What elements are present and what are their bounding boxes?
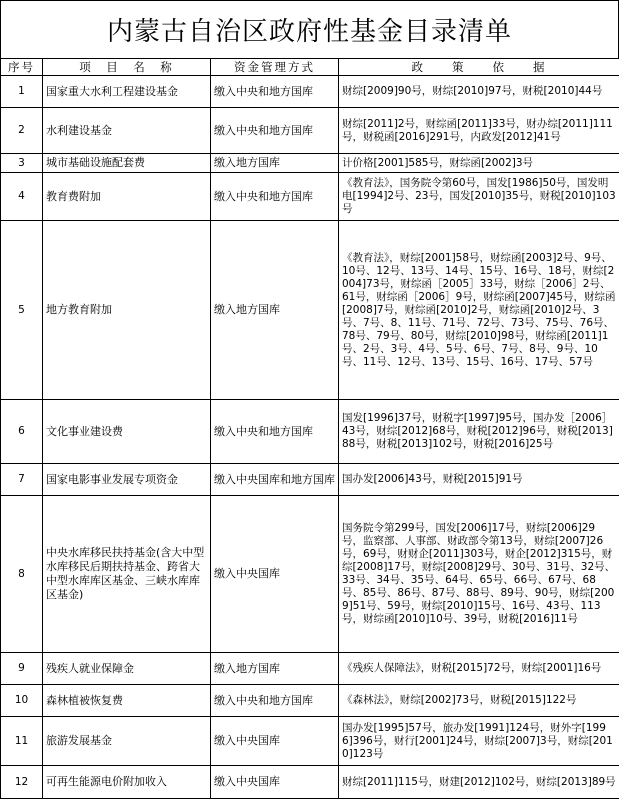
row-name: 中央水库移民扶持基金(含大中型水库移民后期扶持基金、跨省大中型水库库区基金、三峡水库库区基金) [43, 496, 211, 653]
fund-catalog-table [0, 58, 619, 799]
row-basis: 《残疾人保障法》，财税[2015]72号，财综[2001]16号 [339, 653, 619, 685]
table-row [1, 154, 619, 173]
row-no: 1 [1, 76, 43, 108]
table-row [1, 76, 619, 108]
header-row [1, 59, 619, 76]
header-mode: 资金管理方式 [211, 59, 339, 76]
row-mode: 缴入中央和地方国库 [211, 108, 339, 154]
header-basis: 政 策 依 据 [339, 59, 619, 76]
row-no: 4 [1, 173, 43, 221]
row-name: 国家重大水利工程建设基金 [43, 76, 211, 108]
row-basis: 财综[2011]2号，财综函[2011]33号，财办综[2011]111号，财税函[2016]291号，内政发[2012]41号 [339, 108, 619, 154]
row-mode: 缴入中央国库 [211, 717, 339, 766]
row-basis: 国办发[2006]43号，财税[2015]91号 [339, 464, 619, 496]
row-no: 5 [1, 221, 43, 400]
row-name: 水利建设基金 [43, 108, 211, 154]
row-basis: 国办发[1995]57号，旅办发[1991]124号，财外字[1996]396号，财行[2001]24号，财综[2007]3号，财综[2010]123号 [339, 717, 619, 766]
row-mode: 缴入地方国库 [211, 653, 339, 685]
row-basis: 《教育法》，国务院令第60号，国发[1986]50号，国发明电[1994]2号、23号，国发[2010]35号，财税[2010]103号 [339, 173, 619, 221]
row-mode: 缴入地方国库 [211, 221, 339, 400]
row-no: 6 [1, 400, 43, 464]
row-mode: 缴入中央和地方国库 [211, 400, 339, 464]
table-row [1, 108, 619, 154]
row-no: 3 [1, 154, 43, 173]
row-name: 国家电影事业发展专项资金 [43, 464, 211, 496]
row-mode: 缴入中央和地方国库 [211, 76, 339, 108]
row-no: 12 [1, 766, 43, 799]
row-basis: 《森林法》，财综[2002]73号，财税[2015]122号 [339, 685, 619, 717]
row-no: 9 [1, 653, 43, 685]
row-name: 教育费附加 [43, 173, 211, 221]
row-mode: 缴入中央国库和地方国库 [211, 464, 339, 496]
table-row [1, 221, 619, 400]
row-mode: 缴入中央国库 [211, 496, 339, 653]
table-row [1, 496, 619, 653]
row-name: 森林植被恢复费 [43, 685, 211, 717]
row-no: 7 [1, 464, 43, 496]
row-no: 11 [1, 717, 43, 766]
row-basis: 计价格[2001]585号，财综函[2002]3号 [339, 154, 619, 173]
row-name: 地方教育附加 [43, 221, 211, 400]
row-basis: 《教育法》，财综[2001]58号，财综函[2003]2号、9号、10号、12号、13号、14号、15号、16号、18号，财综[2004]73号，财综函［2005］33号，财综［2006］2号、61号，财综函［2006］9号，财综函[2007]45号，财综函[2008]7号，财综函[2010]2号，财综函[2010]2号、3号、7号、8、11号、71号、72号、73号、75号、76号、78号、79号、80号，财综[2010]98号，财综函[2011]1号、2号、3号、4号、5号、6号、7号、8号、9号、10号、11号、12号、13号、15号、16号、17号、57号 [339, 221, 619, 400]
table-row [1, 173, 619, 221]
row-name: 文化事业建设费 [43, 400, 211, 464]
row-name: 可再生能源电价附加收入 [43, 766, 211, 799]
header-no: 序号 [1, 59, 43, 76]
row-name: 城市基础设施配套费 [43, 154, 211, 173]
table-row [1, 685, 619, 717]
table-row [1, 766, 619, 799]
row-basis: 财综[2009]90号，财综[2010]97号，财税[2010]44号 [339, 76, 619, 108]
row-mode: 缴入中央国库 [211, 766, 339, 799]
row-mode: 缴入中央和地方国库 [211, 685, 339, 717]
document-title: 内蒙古自治区政府性基金目录清单 [0, 0, 619, 58]
row-no: 10 [1, 685, 43, 717]
row-no: 2 [1, 108, 43, 154]
row-mode: 缴入地方国库 [211, 154, 339, 173]
table-row [1, 400, 619, 464]
row-name: 残疾人就业保障金 [43, 653, 211, 685]
row-basis: 国务院令第299号，国发[2006]17号，财综[2006]29号，监察部、人事部、财政部令第13号，财综[2007]26号，69号，财财企[2011]303号，财企[2012]315号，财综[2008]17号，财综[2008]29号、30号、31号、32号、33号、34号、35号、64号、65号、66号、67号、68号、85号、86号、87号、88号、89号、90号，财综[2009]51号、59号，财综[2010]15号、16号、43号、113号，财综函[2010]10号、39号，财税[2016]11号 [339, 496, 619, 653]
row-basis: 财综[2011]115号，财建[2012]102号，财综[2013]89号 [339, 766, 619, 799]
table-row [1, 717, 619, 766]
header-name: 项 目 名 称 [43, 59, 211, 76]
table-row [1, 464, 619, 496]
row-name: 旅游发展基金 [43, 717, 211, 766]
table-row [1, 653, 619, 685]
row-no: 8 [1, 496, 43, 653]
row-basis: 国发[1996]37号，财税字[1997]95号，国办发［2006］43号，财综[2012]68号，财税[2012]96号，财税[2013]88号，财税[2013]102号，财税[2016]25号 [339, 400, 619, 464]
row-mode: 缴入中央和地方国库 [211, 173, 339, 221]
